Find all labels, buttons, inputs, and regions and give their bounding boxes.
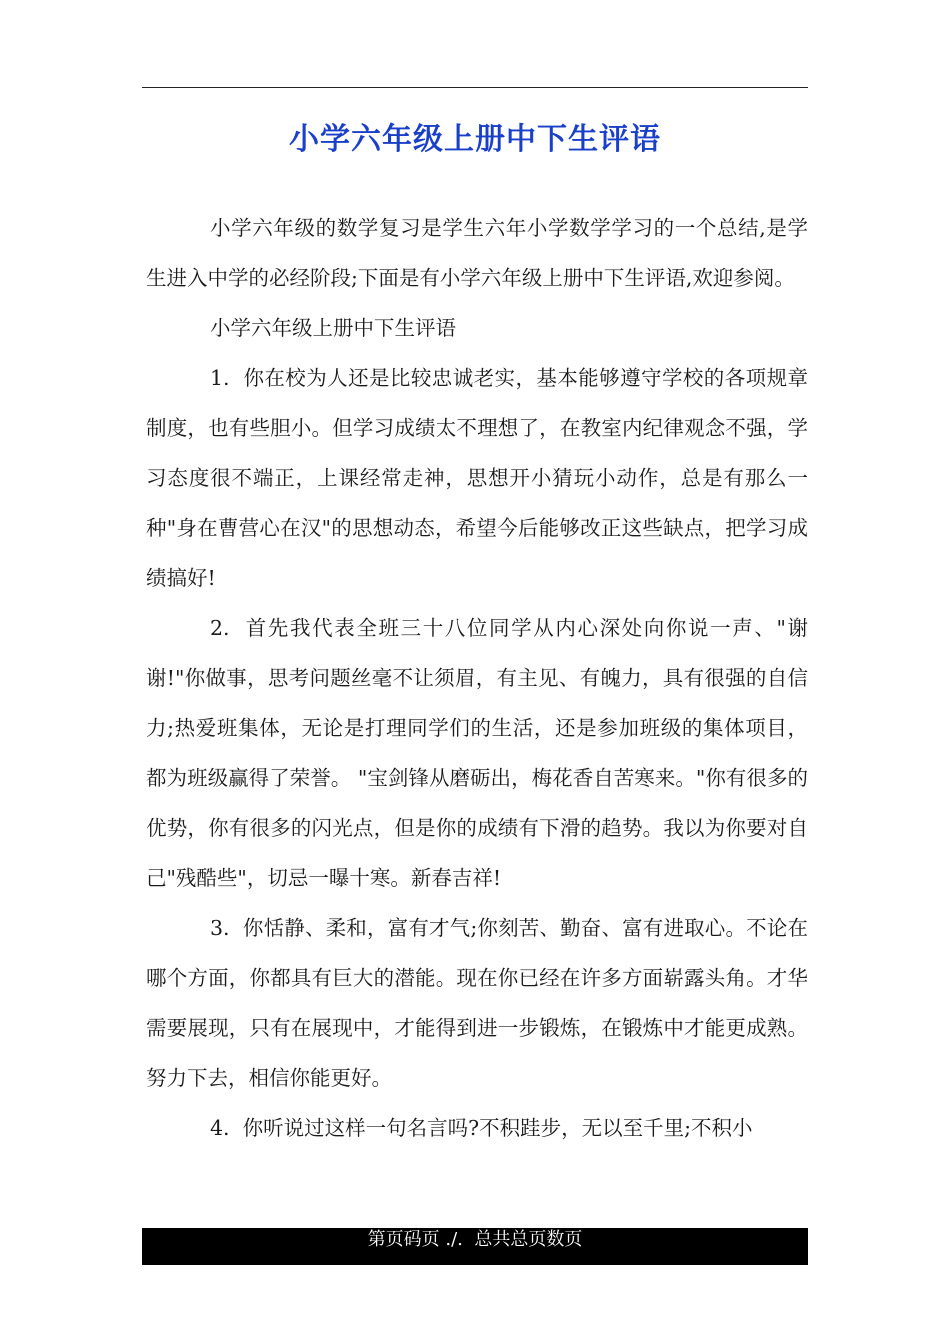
comment-paragraph-1: 1. 你在校为人还是比较忠诚老实，基本能够遵守学校的各项规章制度，也有些胆小。但学习成绩太不理想了，在教室内纪律观念不强，学习态度很不端正，上课经常走神，思想开小猜玩小动作，总是有那么一种"身在曹营心在汉"的思想动态，希望今后能够改正这些缺点，把学习成绩搞好!: [146, 366, 808, 590]
document-body: [146, 203, 808, 1153]
comment-paragraph-2: 2. 首先我代表全班三十八位同学从内心深处向你说一声、"谢谢!"你做事，思考问题丝毫不让须眉，有主见、有魄力，具有很强的自信力;热爱班集体，无论是打理同学们的生活，还是参加班级的集体项目，都为班级赢得了荣誉。 "宝剑锋从磨砺出，梅花香自苦寒来。"你有很多的优势，你有很多的闪光点，但是你的成绩有下滑的趋势。我以为你要对自己"残酷些"，切忌一曝十寒。新春吉祥!: [146, 616, 808, 890]
page-footer: 第页码页 ./. 总共总页数页: [142, 1228, 808, 1265]
section-heading: 小学六年级上册中下生评语: [210, 316, 456, 340]
comment-paragraph-3: 3. 你恬静、柔和，富有才气;你刻苦、勤奋、富有进取心。不论在哪个方面，你都具有巨大的潜能。现在你已经在许多方面崭露头角。才华需要展现，只有在展现中，才能得到进一步锻炼，在锻炼中才能更成熟。努力下去，相信你能更好。: [146, 916, 808, 1090]
comment-paragraph-4: 4. 你听说过这样一句名言吗?不积跬步，无以至千里;不积小: [210, 1116, 753, 1140]
header-rule: [142, 87, 808, 88]
document-title: 小学六年级上册中下生评语: [289, 122, 661, 157]
intro-paragraph: 小学六年级的数学复习是学生六年小学数学学习的一个总结,是学生进入中学的必经阶段;下面是有小学六年级上册中下生评语,欢迎参阅。: [146, 216, 808, 290]
